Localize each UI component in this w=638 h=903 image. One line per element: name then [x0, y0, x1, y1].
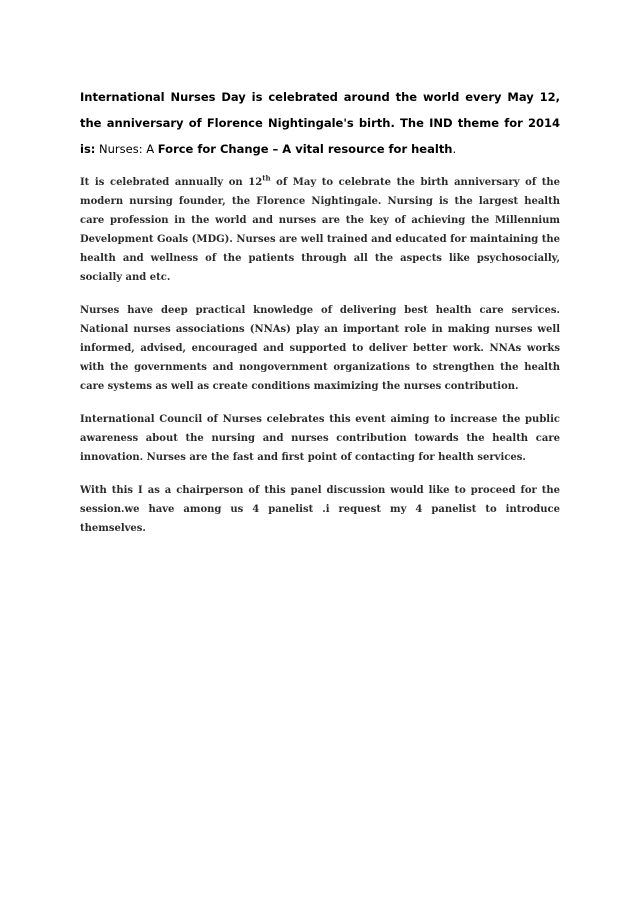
paragraph-1-rest: of May to celebrate the birth anniversary of the modern nursing founder, the Florence Nightingale. Nursing is the largest health care profession in the world and nurses are the key of achieving the Millennium Development Goals (MDG). Nurses are well trained and educated for maintaining the health and wellness of the patients through all the aspects like psychosocially, socially and etc. [80, 177, 560, 283]
paragraph-4: With this I as a chairperson of this panel discussion would like to proceed for the session.we have among us 4 panelist .i request my 4 panelist to introduce themselves. [80, 485, 560, 534]
intro-period: . [452, 142, 457, 156]
paragraph-1 [80, 173, 560, 287]
intro-paragraph [80, 84, 560, 162]
paragraph-3: International Council of Nurses celebrates this event aiming to increase the public awareness about the nursing and nurses contribution towards the health care innovation. Nurses are the fast and first point of contacting for health services. [80, 414, 560, 463]
paragraph-1-start: It is celebrated annually on 12 [80, 177, 263, 188]
document-body [80, 84, 560, 552]
intro-theme-text: Force for Change – A vital resource for health [157, 142, 453, 156]
paragraph-2: Nurses have deep practical knowledge of delivering best health care services. National nurses associations (NNAs) play an important role in making nurses well informed, advised, encouraged and supported to deliver better work. NNAs works with the governments and nongovernment organizations to strengthen the health care systems as well as create conditions maximizing the nurses contribution. [80, 305, 560, 392]
intro-normal-text: Nurses: A [95, 142, 158, 156]
intro-bold-text: International Nurses Day is celebrated around the world every May 12, the anniversary of Florence Nightingale's birth. The IND theme for 2014 is: [80, 90, 560, 156]
ordinal-superscript: th [262, 173, 271, 183]
